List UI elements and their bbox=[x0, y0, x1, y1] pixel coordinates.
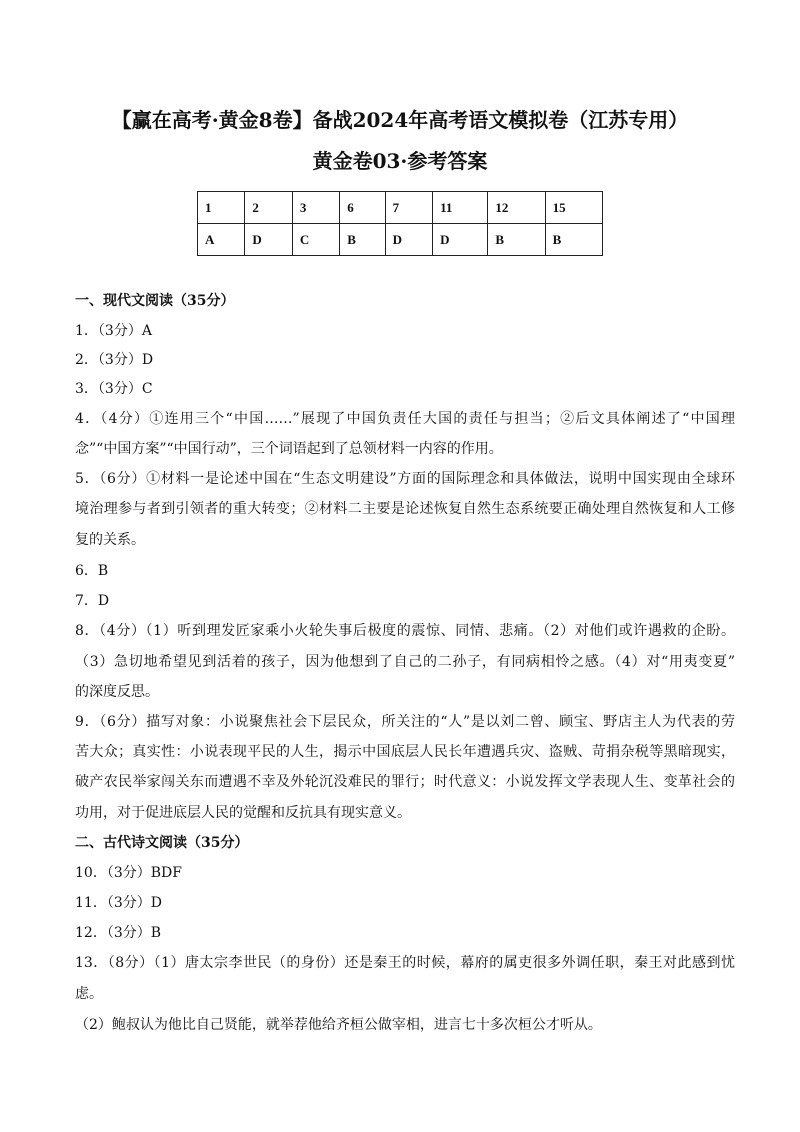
answer-line: 境治理参与者到引领者的重大转变；②材料二主要是论述恢复自然生态系统要正确处理自然恢复和人工修 bbox=[75, 501, 735, 517]
question-number-cell: 11 bbox=[433, 192, 488, 224]
question-number-cell: 15 bbox=[545, 192, 602, 224]
answer-line: 12．（3分）B bbox=[75, 925, 162, 941]
page-title: 【赢在高考·黄金8卷】备战2024年高考语文模拟卷（江苏专用） bbox=[111, 108, 689, 132]
answer-cell: B bbox=[545, 224, 602, 256]
answer-cell: D bbox=[433, 224, 488, 256]
answer-cell: B bbox=[488, 224, 545, 256]
answer-line: 功用，对于促进底层人民的觉醒和反抗具有现实意义。 bbox=[75, 805, 411, 821]
answer-cell: D bbox=[385, 224, 432, 256]
question-number-cell: 3 bbox=[292, 192, 339, 224]
question-number-cell: 6 bbox=[340, 192, 385, 224]
answer-line: 9．（6分）描写对象：小说聚焦社会下层民众，所关注的“人”是以刘二曾、顾宝、野店主人为代表的劳 bbox=[75, 714, 735, 730]
answer-table bbox=[197, 191, 603, 256]
answer-line: 5．（6分）①材料一是论述中国在“生态文明建设”方面的国际理念和具体做法，说明中国实现由全球环 bbox=[75, 471, 735, 487]
answer-line: 2．（3分）D bbox=[75, 352, 154, 368]
answer-cell: C bbox=[292, 224, 339, 256]
answer-line: 8．（4分）（1）听到理发匠家乘小火轮失事后极度的震惊、同情、悲痛。（2）对他们或许遇救的企盼。 bbox=[75, 623, 735, 639]
page-subtitle: 黄金卷03·参考答案 bbox=[312, 149, 488, 173]
answer-line: 1．（3分）A bbox=[75, 323, 152, 339]
answer-line: 11．（3分）D bbox=[75, 895, 162, 911]
answer-table-answer-row bbox=[198, 224, 603, 256]
answer-line: 7．D bbox=[75, 593, 110, 609]
question-number-cell: 7 bbox=[385, 192, 432, 224]
answer-line: 破产农民举家闯关东而遭遇不幸及外轮沉没难民的罪行；时代意义：小说发挥文学表现人生、变革社会的 bbox=[75, 774, 735, 790]
answer-cell: D bbox=[245, 224, 292, 256]
answer-line: （3）急切地希望见到活着的孩子，因为他想到了自己的二孙子，有同病相怜之感。（4）对“用夷变夏” bbox=[75, 654, 735, 670]
answer-line: 复的关系。 bbox=[75, 532, 145, 548]
question-number-cell: 12 bbox=[488, 192, 545, 224]
answer-line: 4．（4分）①连用三个“中国……”展现了中国负责任大国的责任与担当；②后文具体阐述了“中国理 bbox=[75, 411, 735, 427]
answer-line: 10．（3分）BDF bbox=[75, 865, 182, 881]
section-heading-classical-reading: 二、古代诗文阅读（35分） bbox=[75, 835, 249, 851]
answer-line: 13．（8分）（1）唐太宗李世民（的身份）还是秦王的时候，幕府的属吏很多外调任职，秦王对此感到忧 bbox=[75, 955, 735, 971]
answer-line: 念”“中国方案”“中国行动”，三个词语起到了总领材料一内容的作用。 bbox=[75, 441, 503, 457]
answer-cell: A bbox=[198, 224, 245, 256]
question-number-cell: 2 bbox=[245, 192, 292, 224]
question-number-cell: 1 bbox=[198, 192, 245, 224]
answer-table-header-row bbox=[198, 192, 603, 224]
answer-line: 苦大众；真实性：小说表现平民的人生，揭示中国底层人民长年遭遇兵灾、盗贼、苛捐杂税等黑暗现实， bbox=[75, 744, 735, 760]
answer-line: 虑。 bbox=[75, 986, 103, 1002]
answer-cell: B bbox=[340, 224, 385, 256]
answer-line: 6．B bbox=[75, 563, 109, 579]
answer-line: （2）鲍叔认为他比自己贤能，就举荐他给齐桓公做宰相，进言七十多次桓公才听从。 bbox=[75, 1017, 602, 1033]
answer-line: 3．（3分）C bbox=[75, 381, 153, 397]
section-heading-modern-reading: 一、现代文阅读（35分） bbox=[75, 293, 235, 309]
answer-line: 的深度反思。 bbox=[75, 684, 159, 700]
